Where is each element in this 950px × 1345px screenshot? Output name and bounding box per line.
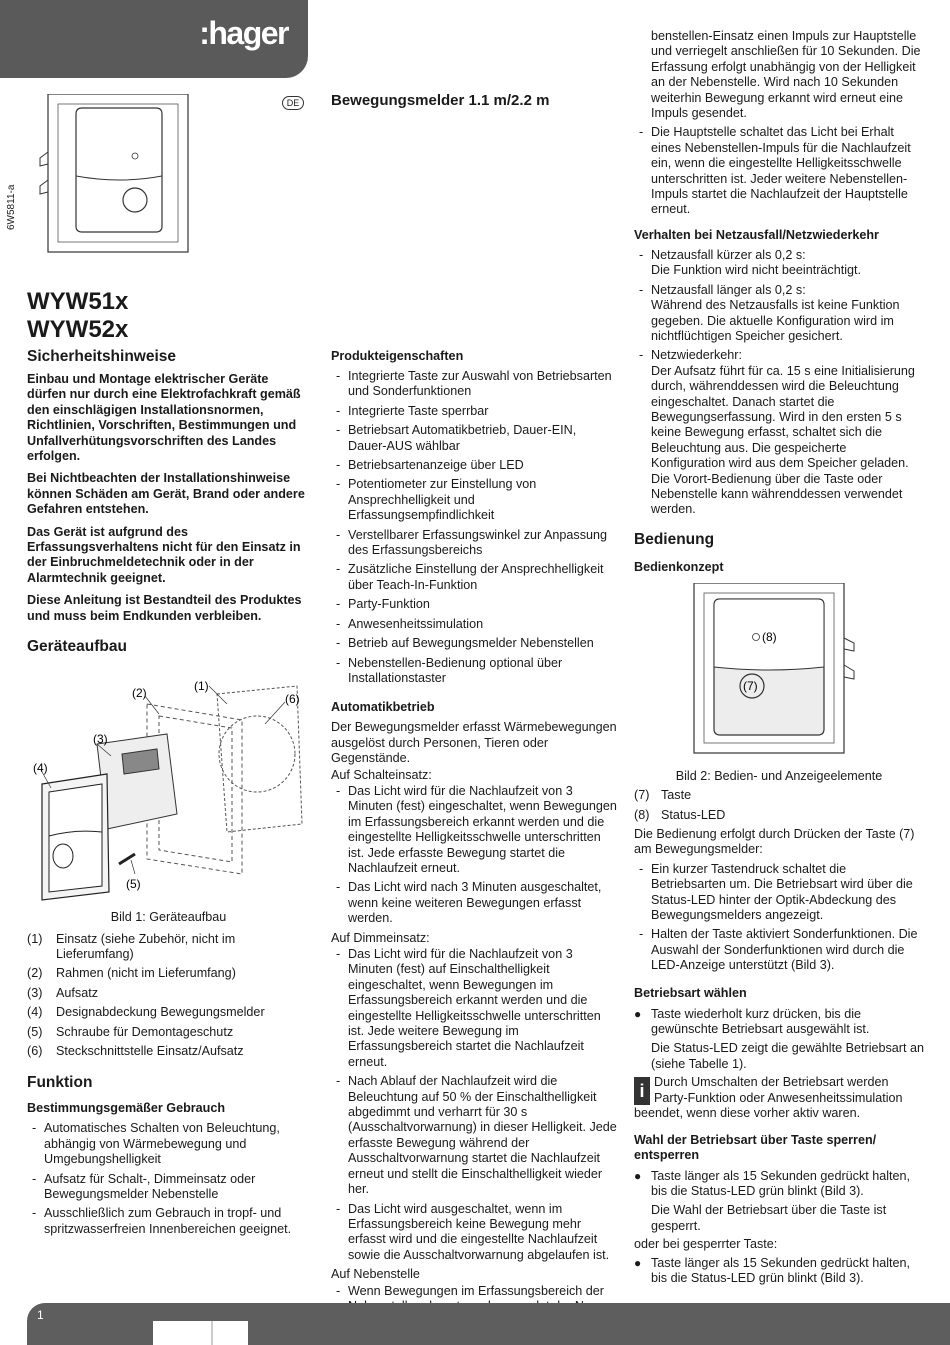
safety-paragraph: Einbau und Montage elektrischer Geräte dürfen nur durch eine Elektrofachkraft gemäß den einschlägigen Installationsnormen, Richtlinien, Vorschriften, Bestimmungen und Unfallverhütungsvorschriften des Landes erfolgen. xyxy=(27,372,301,464)
safety-paragraph: Das Gerät ist aufgrund des Erfassungsverhaltens nicht für den Einsatz in der Einbruchmeldetechnik oder in der Alarmtechnik geeignet. xyxy=(27,524,301,585)
footer-divider xyxy=(211,1321,213,1345)
list-item: - Zusätzliche Einstellung der Ansprechhelligkeit über Teach-In-Funktion xyxy=(331,562,618,593)
brand-logo: :hager xyxy=(199,15,288,51)
figure-label: (4) xyxy=(33,761,48,776)
info-note: i Durch Umschalten der Betriebsart werden Party-Funktion oder Anwesenheitssimulation beendet, wenn diese vorher aktiv waren. xyxy=(634,1075,903,1121)
properties-heading: Produkteigenschaften xyxy=(331,349,464,363)
page-number: 1 xyxy=(37,1308,44,1322)
figure-caption: Bild 2: Bedien- und Anzeigeelemente xyxy=(675,768,883,783)
operation-intro: Die Bedienung erfolgt durch Drücken der Taste (7) am Bewegungsmelder: xyxy=(634,827,915,857)
list-item: - Das Licht wird für die Nachlaufzeit von 3 Minuten (fest) auf Einschalthelligkeit eingeschaltet, wenn Bewegungen im Erfassungsbereich erkannt werden und die eingestellte Helligkeitsschwelle unterschritten ist. Jede weitere Bewegung im Erfassungsbereich startet die Nachlaufzeit erneut. xyxy=(331,947,618,1070)
list-item: - Verstellbarer Erfassungswinkel zur Anpassung des Erfassungsbereichs xyxy=(331,528,618,559)
column-1 xyxy=(27,347,310,1241)
info-icon: i xyxy=(634,1077,650,1105)
switch-insert-list xyxy=(331,784,618,927)
legend-item: (4) Designabdeckung Bewegungsmelder xyxy=(27,1005,265,1020)
dimmer-insert-label: Auf Dimmeinsatz: xyxy=(331,930,430,945)
switch-insert-label: Auf Schalteinsatz: xyxy=(331,767,432,782)
aux-continuation-list xyxy=(634,29,924,218)
step-item: ● Taste länger als 15 Sekunden gedrückt halten, bis die Status-LED grün blinkt (Bild 3). Die Wahl der Betriebsart über die Taste ist gesperrt. xyxy=(634,1169,924,1235)
list-item: - Netzausfall kürzer als 0,2 s: Die Funktion wird nicht beeinträchtigt. xyxy=(634,248,924,279)
list-item: - Ein kurzer Tastendruck schaltet die Betriebsarten um. Die Betriebsart wird über die Status-LED hinter der Optik-Abdeckung des Bewegungsmelders angezeigt. xyxy=(634,862,924,924)
list-item: - Nebenstellen-Bedienung optional über Installationstaster xyxy=(331,656,618,687)
figure-label: (2) xyxy=(132,686,147,701)
construction-heading: Geräteaufbau xyxy=(27,638,127,656)
list-item: - Netzausfall länger als 0,2 s: Während des Netzausfalls ist keine Funktion gegeben. Die aktuelle Konfiguration wird im nichtflüchtigen Speicher gesichert. xyxy=(634,283,924,345)
list-item: - Das Licht wird ausgeschaltet, wenn im Erfassungsbereich keine Bewegung mehr erfasst wird und die eingestellte Nachlaufzeit sowie die Ausschaltvorwarnung abgelaufen ist. xyxy=(331,1202,618,1264)
list-item: - Betriebsartenanzeige über LED xyxy=(331,458,618,473)
figure-label: (3) xyxy=(93,732,108,747)
language-badge: DE xyxy=(282,96,304,110)
legend-item: (7) Taste xyxy=(634,788,692,803)
auto-mode-heading: Automatikbetrieb xyxy=(331,700,435,715)
figure-label: (6) xyxy=(285,692,300,707)
operating-concept-heading: Bedienkonzept xyxy=(634,559,724,574)
safety-paragraph: Diese Anleitung ist Bestandteil des Produktes und muss beim Endkunden verbleiben. xyxy=(27,593,302,623)
list-item: - Das Licht wird für die Nachlaufzeit von 3 Minuten (fest) eingeschaltet, wenn Bewegungen im Erfassungsbereich erkannt werden und die eingestellte Helligkeitsschwelle unterschritten ist. Jede erfasste Bewegung startet die Nachlaufzeit erneut. xyxy=(331,784,618,876)
intended-use-heading: Bestimmungsgemäßer Gebrauch xyxy=(27,1101,226,1116)
device-illustration xyxy=(30,94,200,259)
step-item: ● Taste wiederholt kurz drücken, bis die gewünschte Betriebsart ausgewählt ist. Die Status-LED zeigt die gewählte Betriebsart an (siehe Tabelle 1). xyxy=(634,1007,924,1073)
list-item: - Wenn Bewegungen im Erfassungsbereich der xyxy=(331,1284,618,1315)
list-item: - Potentiometer zur Einstellung von Ansprechhelligkeit und Erfassungsempfindlichkeit xyxy=(331,477,618,523)
aux-station-label: Auf Nebenstelle xyxy=(331,1267,420,1282)
lock-steps xyxy=(634,1169,924,1235)
auto-intro: Der Bewegungsmelder erfasst Wärmebewegungen ausgelöst durch Personen, Tieren oder Gegenstände. xyxy=(331,720,617,766)
model-number: WYW52x xyxy=(27,316,129,343)
list-item: - Halten der Taste aktiviert Sonderfunktionen. Die Auswahl der Sonderfunktionen wird durch die LED-Anzeige unterstützt (Bild 3). xyxy=(634,927,924,973)
figure-label: (8) xyxy=(762,629,777,644)
figure-label: (7) xyxy=(743,678,758,693)
brand-header xyxy=(0,0,308,78)
list-item: - Ausschließlich zum Gebrauch in tropf- und spritzwasserfreien Innenbereichen geeignet. xyxy=(27,1206,310,1237)
operating-elements-figure xyxy=(634,583,924,763)
list-item: - Anwesenheitssimulation xyxy=(331,617,618,632)
power-heading: Verhalten bei Netzausfall/Netzwiederkehr xyxy=(634,227,879,242)
legend-item: (2) Rahmen (nicht im Lieferumfang) xyxy=(27,966,236,981)
figure-label: (5) xyxy=(126,877,141,892)
exploded-view-figure xyxy=(27,664,310,902)
lock-or-text: oder bei gesperrter Taste: xyxy=(634,1237,778,1252)
unlock-steps xyxy=(634,1256,924,1287)
mode-heading: Betriebsart wählen xyxy=(634,985,747,1000)
lock-heading: Wahl der Betriebsart über Taste sperren/ entsperren xyxy=(634,1132,877,1162)
legend-item: (3) Aufsatz xyxy=(27,985,98,1000)
properties-list xyxy=(331,369,618,686)
list-item: - Betriebsart Automatikbetrieb, Dauer-EIN, Dauer-AUS wählbar xyxy=(331,423,618,454)
step-item: ● Taste länger als 15 Sekunden gedrückt halten, bis die Status-LED grün blinkt (Bild 3). xyxy=(634,1256,924,1287)
list-item: - Die Hauptstelle schaltet das Licht bei Erhalt eines Nebenstellen-Impuls für die Nachlaufzeit ein, wenn die eingestellte Helligkeitsschwelle unterschritten ist. Jeder weitere Nebenstellen-Impuls startet die Nachlaufzeit der Hauptstelle erneut. xyxy=(634,125,924,217)
list-item: - Automatisches Schalten von Beleuchtung, abhängig von Wärmebewegung und Umgebungshelligkeit xyxy=(27,1121,310,1167)
list-item: - Aufsatz für Schalt-, Dimmeinsatz oder Bewegungsmelder Nebenstelle xyxy=(27,1172,310,1203)
figure-label: (1) xyxy=(194,679,209,694)
legend-item: (5) Schraube für Demontageschutz xyxy=(27,1024,234,1039)
operation-list xyxy=(634,862,924,974)
list-item: - Das Licht wird nach 3 Minuten ausgeschaltet, wenn keine weiteren Bewegungen erfasst werden. xyxy=(331,880,618,926)
page-title: Bewegungsmelder 1.1 m/2.2 m xyxy=(331,92,550,109)
model-number: WYW51x xyxy=(27,288,129,315)
legend-item: (6) Steckschnittstelle Einsatz/Aufsatz xyxy=(27,1043,244,1058)
list-item: - Betrieb auf Bewegungsmelder Nebenstellen xyxy=(331,636,618,651)
mode-steps xyxy=(634,1007,924,1073)
list-item: - Integrierte Taste zur Auswahl von Betriebsarten und Sonderfunktionen xyxy=(331,369,618,400)
list-item: - Netzwiederkehr: Der Aufsatz führt für ca. 15 s eine Initialisierung durch, währenddessen wird die Beleuchtung eingeschaltet. Danach startet die Bewegungserfassung. Wird in den ersten 5 s keine Bewegung erfasst, schaltet sich die Beleuchtung aus. Die gespeicherte Konfiguration wird aus dem Speicher geladen. Die Vorort-Bedienung über die Taste oder Nebenstelle kann währenddessen verwendet werden. xyxy=(634,348,924,517)
footer-marker xyxy=(153,1321,248,1345)
intended-use-list xyxy=(27,1121,310,1237)
list-item: - Party-Funktion xyxy=(331,597,618,612)
column-3 xyxy=(634,29,924,1289)
document-id: 6W5811-a xyxy=(6,184,17,230)
list-item: - Integrierte Taste sperrbar xyxy=(331,404,618,419)
figure-caption: Bild 1: Geräteaufbau xyxy=(110,910,227,925)
dimmer-insert-list xyxy=(331,947,618,1263)
column-2 xyxy=(331,349,618,1318)
legend-item: (8) Status-LED xyxy=(634,807,726,822)
power-list xyxy=(634,248,924,518)
function-heading: Funktion xyxy=(27,1074,93,1092)
operation-heading: Bedienung xyxy=(634,530,715,548)
list-item: - Nach Ablauf der Nachlaufzeit wird die Beleuchtung auf 50 % der Einschalthelligkeit abgedimmt und verharrt für 30 s (Ausschaltvorwarnung) in dieser Helligkeit. Jede erfasste Bewegung während der Ausschaltvorwarnung startet die Nachlaufzeit erneut und stellt die Einschalthelligkeit wieder her. xyxy=(331,1074,618,1197)
safety-heading: Sicherheitshinweise xyxy=(27,348,177,365)
safety-paragraph: Bei Nichtbeachten der Installationshinweise können Schäden am Gerät, Brand oder andere Gefahren entstehen. xyxy=(27,471,305,517)
legend-item: (1) Einsatz (siehe Zubehör, nicht im Lieferumfang) xyxy=(27,931,236,961)
list-item: benstellen-Einsatz einen Impuls zur Hauptstelle und verriegelt anschließen für 10 Sekunden. Die Erfassung erfolgt unabhängig von der Helligkeit an der Nebenstelle. Wird nach 10 Sekunden weiterhin Bewegung erkannt wird erneut eine Impuls gesendet. xyxy=(651,29,921,121)
